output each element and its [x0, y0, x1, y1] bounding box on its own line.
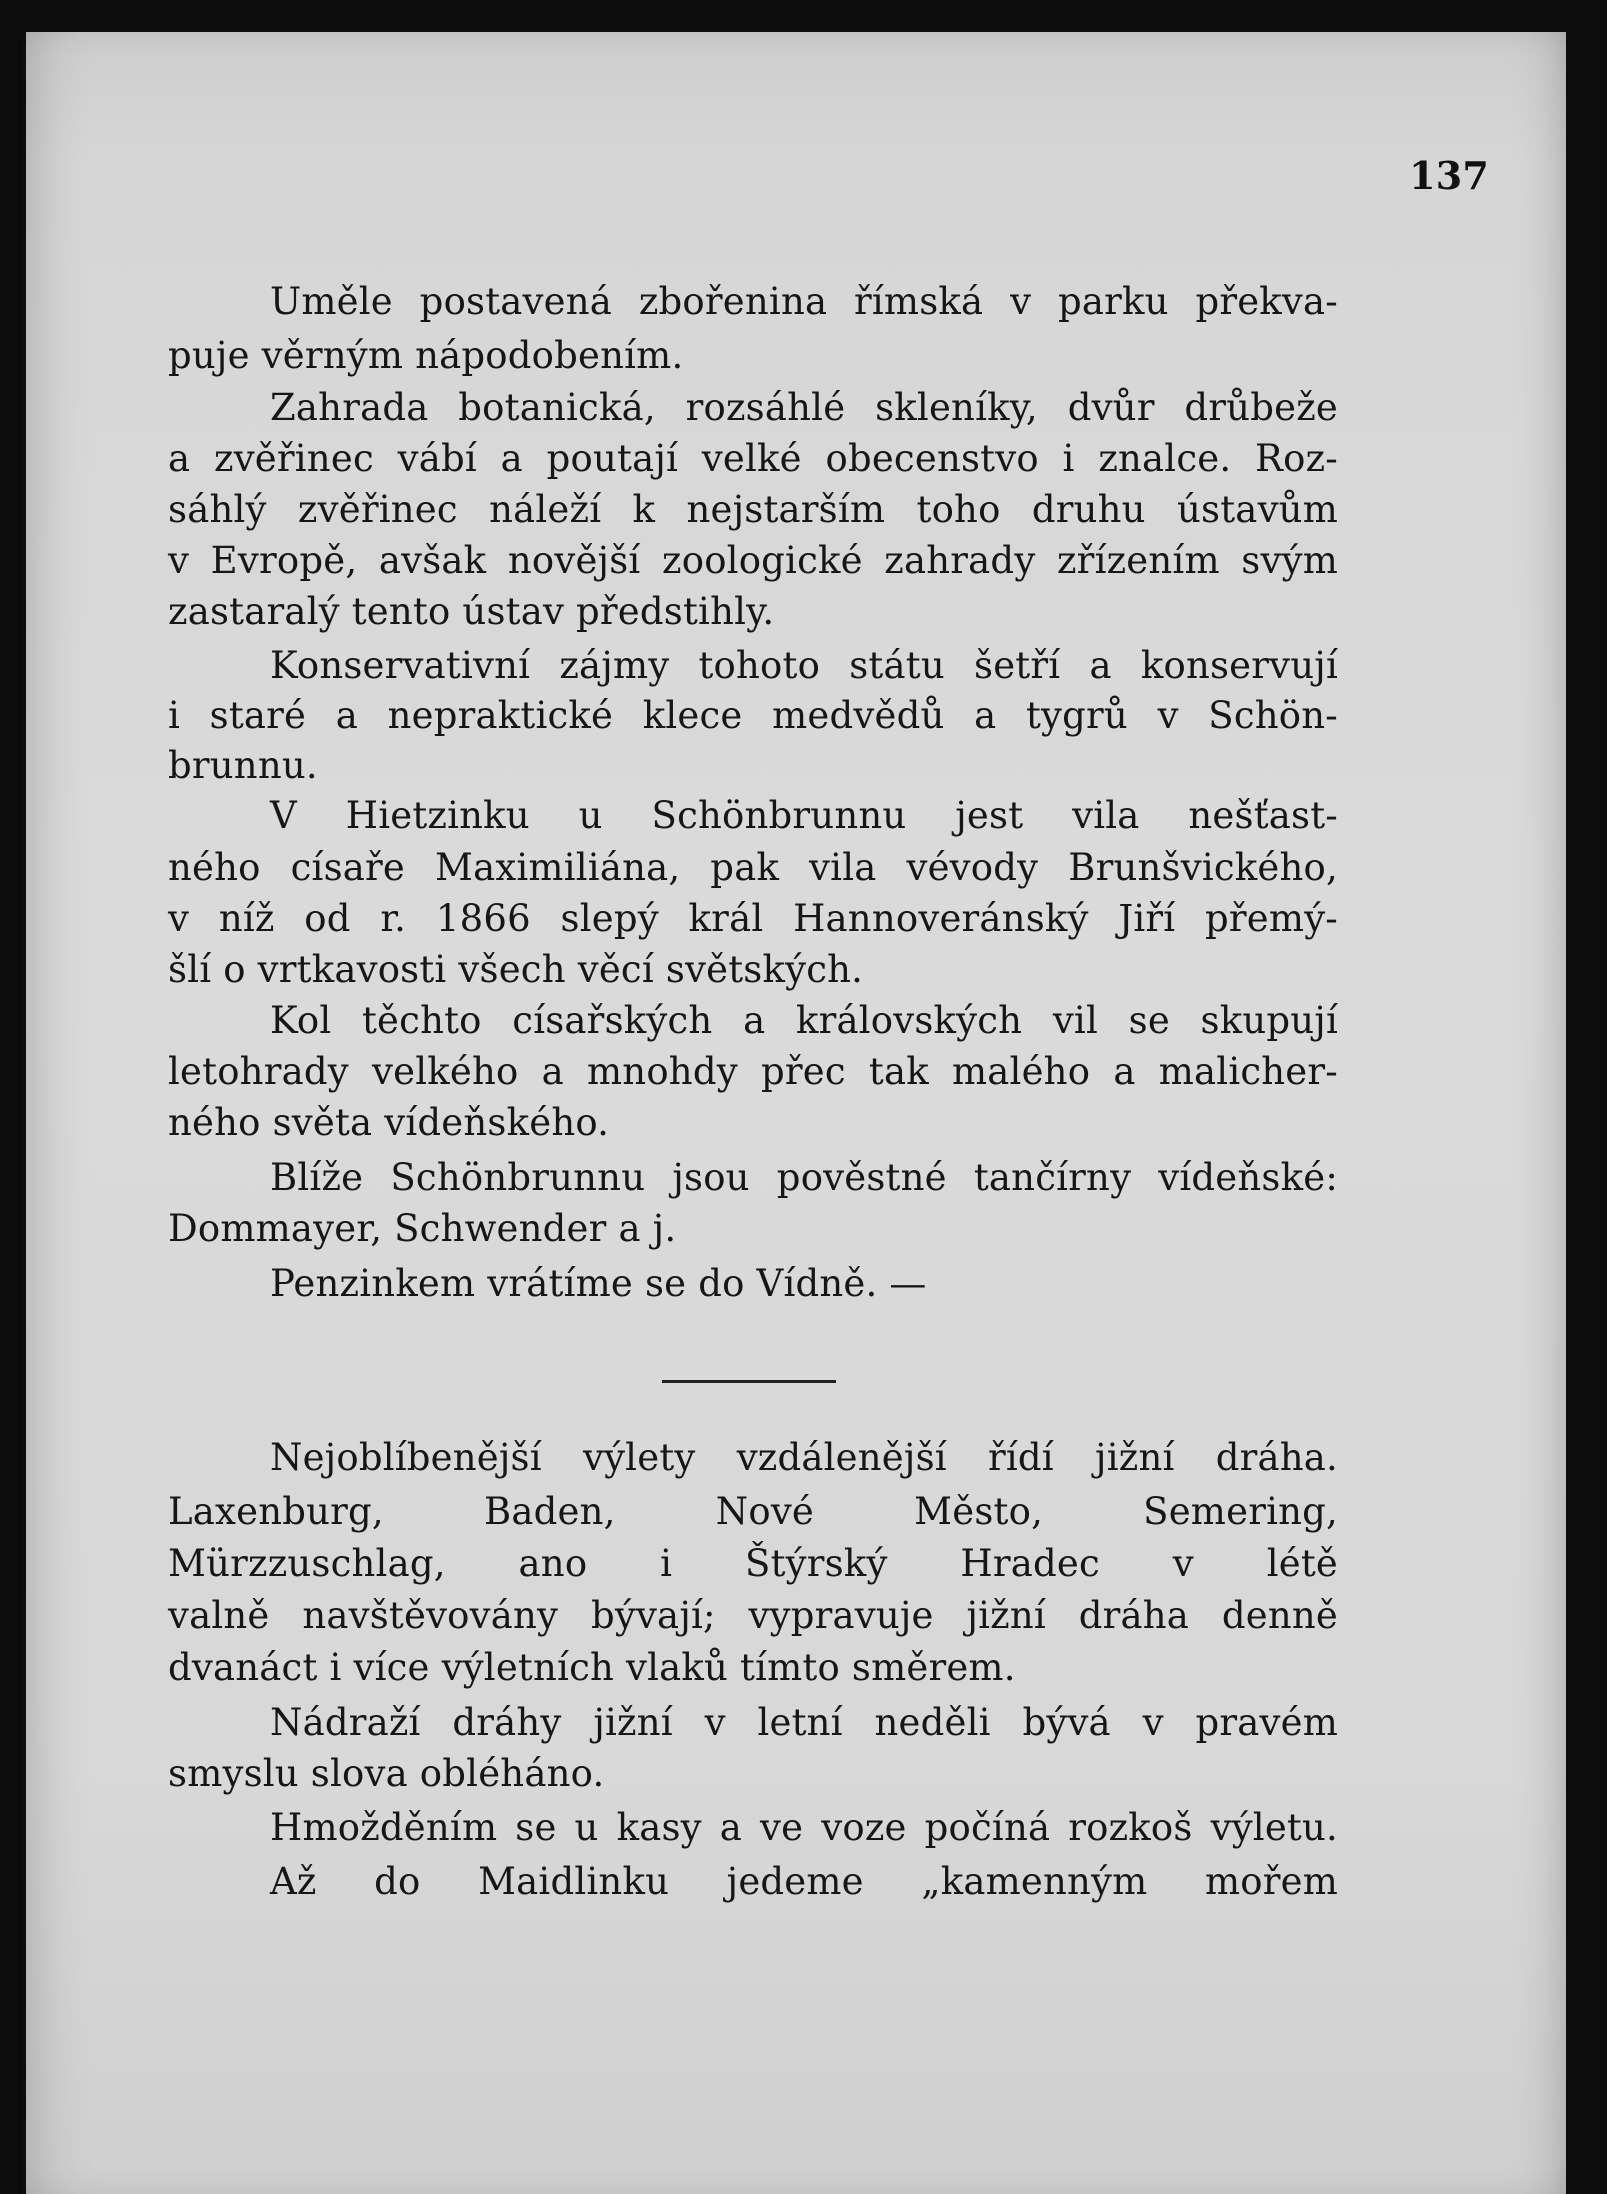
text-line: šlí o vrtkavosti všech věcí světských.: [168, 948, 864, 991]
text-line: Dommayer, Schwender a j.: [168, 1207, 677, 1250]
text-line: dvanáct i více výletních vlaků tímto směrem.: [168, 1646, 1016, 1689]
text-line: brunnu.: [168, 744, 318, 787]
text-line: Zahrada botanická, rozsáhlé skleníky, dvůr drůbeže: [270, 386, 1338, 429]
text-line: Konservativní zájmy tohoto státu šetří a konservují: [270, 644, 1338, 687]
text-line: valně navštěvovány bývají; vypravuje jižní dráha denně: [168, 1594, 1338, 1637]
text-line: V Hietzinku u Schönbrunnu jest vila nešťast-: [270, 794, 1338, 837]
text-line: Nádraží dráhy jižní v letní neděli bývá v pravém: [270, 1701, 1338, 1744]
text-line: Hmožděním se u kasy a ve voze počíná rozkoš výletu.: [270, 1806, 1338, 1849]
text-line: letohrady velkého a mnohdy přec tak malého a malicher-: [168, 1050, 1338, 1093]
text-line: Uměle postavená zbořenina římská v parku překva-: [270, 280, 1338, 323]
text-line: zastaralý tento ústav předstihly.: [168, 590, 775, 633]
text-line: i staré a nepraktické klece medvědů a tygrů v Schön-: [168, 694, 1338, 737]
text-line: Penzinkem vrátíme se do Vídně. —: [270, 1262, 927, 1305]
text-line: smyslu slova obléháno.: [168, 1752, 605, 1795]
scan-edge: [18, 40, 23, 2194]
text-line: ného císaře Maximiliána, pak vila vévody Brunšvického,: [168, 846, 1338, 889]
text-line: a zvěřinec vábí a poutají velké obecenstvo i znalce. Roz-: [168, 437, 1338, 480]
text-line: v Evropě, avšak novější zoologické zahrady zřízením svým: [168, 539, 1338, 582]
text-line: Mürzzuschlag, ano i Štýrský Hradec v létě: [168, 1542, 1338, 1585]
text-line: Kol těchto císařských a královských vil se skupují: [270, 999, 1338, 1042]
text-line: ného světa vídeňského.: [168, 1101, 610, 1144]
text-line: v níž od r. 1866 slepý král Hannoveránský Jiří přemý-: [168, 897, 1338, 940]
text-line: Blíže Schönbrunnu jsou pověstné tančírny vídeňské:: [270, 1156, 1338, 1199]
text-line: Až do Maidlinku jedeme „kamenným mořem: [270, 1860, 1338, 1903]
section-separator-rule: [662, 1380, 836, 1383]
text-line: Laxenburg, Baden, Nové Město, Semering,: [168, 1490, 1338, 1533]
text-line: puje věrným nápodobením.: [168, 334, 684, 377]
text-line: Nejoblíbenější výlety vzdálenější řídí jižní dráha.: [270, 1436, 1338, 1479]
text-line: sáhlý zvěřinec náleží k nejstarším toho druhu ústavům: [168, 488, 1338, 531]
page-number: 137: [1409, 153, 1489, 198]
